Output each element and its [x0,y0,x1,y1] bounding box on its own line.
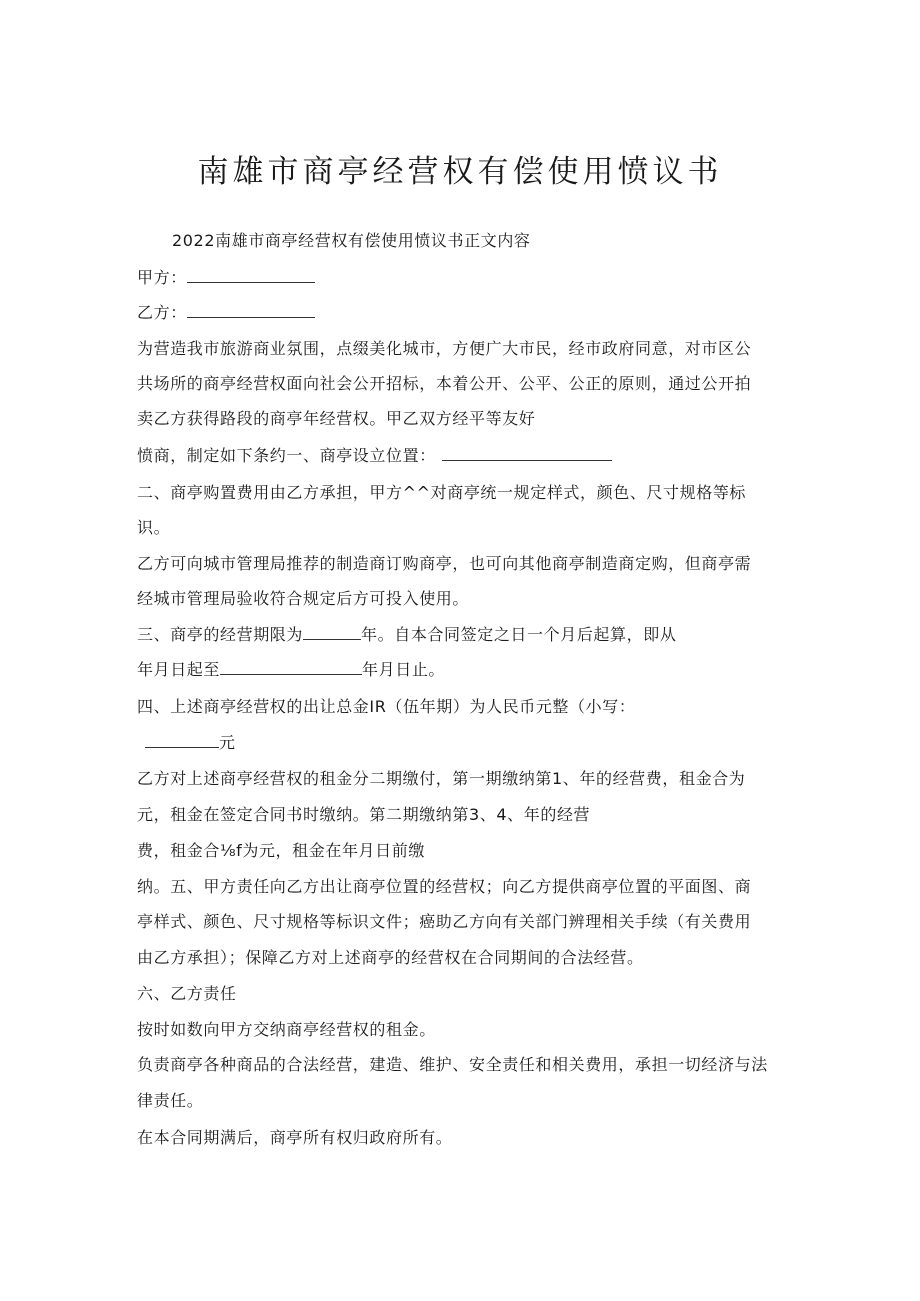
date-blank [220,660,362,675]
subtitle: 2022南雄市商亭经营权有偿使用愤议书正文内容 [172,231,531,250]
paragraph-line: 负责商亭各种商品的合法经营，建造、维护、安全责任和相关费用，承担一切经济与法 [137,1055,768,1074]
paragraph-line: 按时如数向甲方交纳商亭经营权的租金。 [137,1020,436,1039]
paragraph-line: 为营造我市旅游商业氛围，点缀美化城市，方便广大市民，经市政府同意，对市区公 [137,339,752,358]
amount-blank [145,733,219,748]
party-b-label: 乙方： [137,303,187,322]
paragraph-line: 乙方可向城市管理局推荐的制造商订购商亭，也可向其他商亭制造商定购，但商亭需 [137,554,752,573]
term-text: 三、商亭的经营期限为 [137,625,304,644]
party-b-line [137,303,315,323]
document-title: 南雄市商亭经营权有偿使用愤议书 [197,154,723,190]
paragraph-line: 亭样式、颜色、尺寸规格等标识文件；癌助乙方向有关部门辨理相关手续（有关费用 [137,912,752,931]
party-a-label: 甲方： [137,268,187,287]
date-line [137,660,445,680]
paragraph-line: 四、上述商亭经营权的出让总金IR（伍年期）为人民币元整（小写： [137,697,636,716]
term-text-2: 年。自本合同签定之日一个月后起算，即从 [361,625,677,644]
paragraph-line: 纳。五、甲方责任向乙方出让商亭位置的经营权；向乙方提供商亭位置的平面图、商 [137,877,752,896]
amount-unit: 元 [219,733,236,752]
term-line [137,625,676,645]
paragraph-line: 共场所的商亭经营权面向社会公开招标，本着公开、公平、公正的原则，通过公开拍 [137,374,752,393]
location-text: 愤商，制定如下条约一、商亭设立位置： [137,446,436,465]
location-line [137,446,612,466]
location-blank [442,446,612,461]
paragraph-line: 元，租金在签定合同书时缴纳。第二期缴纳第3、4、年的经营 [137,805,591,824]
date-start-text: 年月日起至 [137,660,221,679]
section-heading: 六、乙方责任 [137,984,237,1003]
paragraph-line: 卖乙方获得路段的商亭年经营权。甲乙双方经平等友好 [137,409,536,428]
paragraph-line: 经城市管理局验收符合规定后方可投入使用。 [137,589,470,608]
party-a-line [137,268,315,288]
date-end-text: 年月日止。 [362,660,446,679]
paragraph-line: 在本合同期满后，商亭所有权归政府所有。 [137,1128,453,1147]
paragraph-line: 识。 [137,518,171,537]
paragraph-line: 二、商亭购置费用由乙方承担，甲方^^对商亭统一规定样式，颜色、尺寸规格等标 [137,483,747,502]
paragraph-line: 律责任。 [137,1091,204,1110]
term-years-blank [303,625,361,640]
paragraph-line: 由乙方承担）；保障乙方对上述商亭的经营权在合同期间的合法经营。 [137,948,644,967]
party-a-blank [187,268,315,283]
paragraph-line: 费，租金合⅛f为元，租金在年月日前缴 [137,841,425,860]
paragraph-line: 乙方对上述商亭经营权的租金分二期缴付，第一期缴纳第1、年的经营费，租金合为 [137,769,746,788]
amount-line [145,733,236,753]
party-b-blank [187,303,315,318]
